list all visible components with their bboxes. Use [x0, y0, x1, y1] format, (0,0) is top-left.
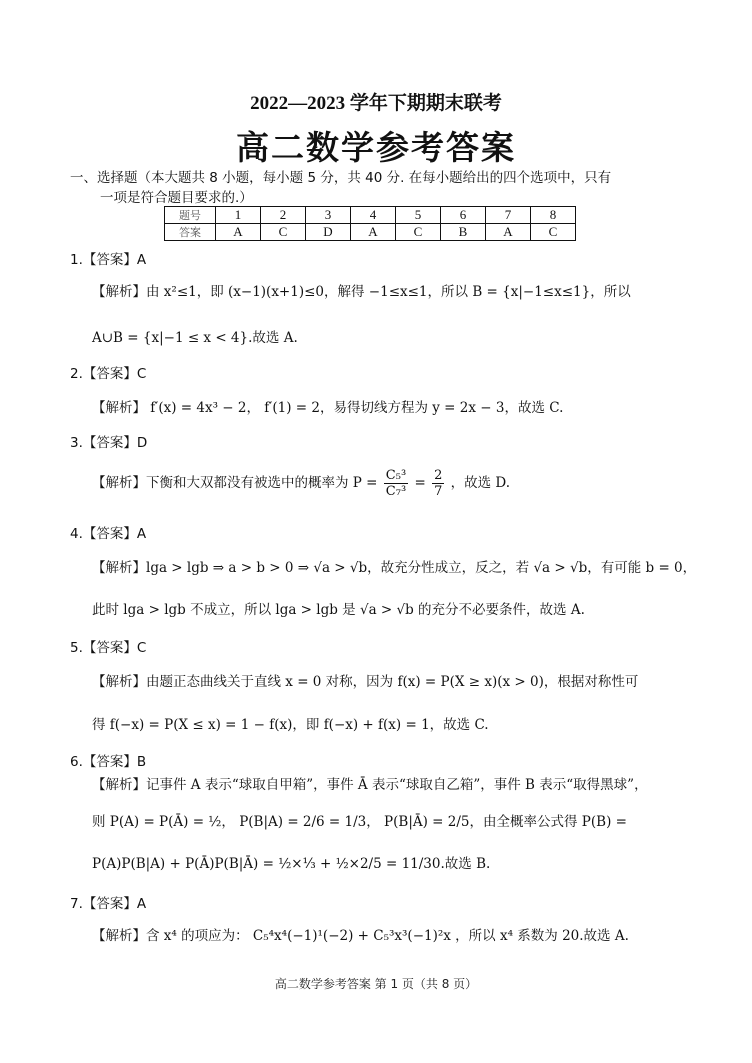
table-cell: C: [396, 224, 441, 241]
table-cell: A: [486, 224, 531, 241]
page-footer: 高二数学参考答案 第 1 页（共 8 页）: [274, 977, 478, 991]
answer-table: [164, 206, 576, 241]
table-cell: C: [531, 224, 576, 241]
table-cell: A: [351, 224, 396, 241]
section-heading: 一、选择题（本大题共 8 小题，每小题 5 分，共 40 分. 在每小题给出的四个选项中，只有: [70, 170, 612, 186]
explanation-5-line-2: 得 f(−x) = P(X ≤ x) = 1 − f(x)，即 f(−x) + f(x) = 1，故选 C.: [92, 717, 489, 733]
answer-2: 2.【答案】C: [70, 366, 147, 382]
result-fraction: [432, 468, 444, 499]
explanation-6-line-1: 【解析】记事件 A 表示“球取自甲箱”，事件 Ā 表示“球取自乙箱”，事件 B 表示“取得黑球”，: [92, 777, 648, 793]
table-cell: 8: [531, 207, 576, 224]
table-cell: 1: [216, 207, 261, 224]
table-cell: D: [306, 224, 351, 241]
fraction-denominator: 7: [434, 484, 443, 499]
answer-6: 6.【答案】B: [70, 754, 147, 770]
table-cell: 4: [351, 207, 396, 224]
section-heading-cont: 一项是符合题目要求的.）: [100, 190, 253, 206]
table-cell: 6: [441, 207, 486, 224]
exam-name: 2022—2023 学年下期期末联考: [250, 93, 502, 114]
answer-4: 4.【答案】A: [70, 526, 147, 542]
explanation-3-text: 【解析】下衡和大双都没有被选中的概率为 P =: [92, 475, 378, 491]
fraction-denominator: C₇³: [385, 484, 407, 499]
explanation-7-line-1: 【解析】含 x⁴ 的项应为： C₅⁴x⁴(−1)¹(−2) + C₅³x³(−1)²x ，所以 x⁴ 系数为 20.故选 A.: [92, 928, 629, 944]
table-cell: 3: [306, 207, 351, 224]
explanation-2-line-1: 【解析】 f′(x) = 4x³ − 2， f′(1) = 2，易得切线方程为 y = 2x − 3，故选 C.: [92, 400, 564, 416]
table-cell: 7: [486, 207, 531, 224]
answer-3: 3.【答案】D: [70, 435, 148, 451]
table-cell: A: [216, 224, 261, 241]
table-cell: B: [441, 224, 486, 241]
table-cell: 2: [261, 207, 306, 224]
explanation-3-line-1: [92, 468, 510, 499]
table-cell: C: [261, 224, 306, 241]
equals-sign: =: [414, 475, 426, 491]
answer-table-answer-row: [165, 224, 576, 241]
table-cell: 5: [396, 207, 441, 224]
explanation-6-line-2: 则 P(A) = P(Ā) = ½， P(B|A) = 2/6 = 1/3， P(B|Ā) = 2/5，由全概率公式得 P(B) =: [92, 814, 627, 830]
fraction-numerator: C₅³: [385, 468, 407, 483]
answer-5: 5.【答案】C: [70, 640, 147, 656]
explanation-4-line-2: 此时 lga > lgb 不成立，所以 lga > lgb 是 √a > √b 的充分不必要条件，故选 A.: [92, 602, 585, 618]
combination-fraction: [384, 468, 408, 499]
answer-table-number-row: [165, 207, 576, 224]
answer-1: 1.【答案】A: [70, 252, 147, 268]
answer-7: 7.【答案】A: [70, 896, 147, 912]
explanation-1-line-1: 【解析】由 x²≤1，即 (x−1)(x+1)≤0，解得 −1≤x≤1，所以 B = {x|−1≤x≤1}，所以: [92, 284, 631, 300]
explanation-5-line-1: 【解析】由题正态曲线关于直线 x = 0 对称，因为 f(x) = P(X ≥ x)(x > 0)，根据对称性可: [92, 674, 639, 690]
fraction-numerator: 2: [434, 468, 443, 483]
explanation-4-line-1: 【解析】lga > lgb ⇒ a > b > 0 ⇒ √a > √b，故充分性成立，反之，若 √a > √b，有可能 b = 0，: [92, 560, 697, 576]
page-title: 高二数学参考答案: [236, 128, 516, 167]
row-label-answer: 答案: [165, 224, 216, 241]
explanation-3-tail: ，故选 D.: [450, 475, 511, 491]
explanation-6-line-3: P(A)P(B|A) + P(Ā)P(B|Ā) = ½×⅓ + ½×2/5 = 11/30.故选 B.: [92, 856, 491, 872]
explanation-1-line-2: A∪B = {x|−1 ≤ x < 4}.故选 A.: [92, 330, 298, 346]
row-label-number: 题号: [165, 207, 216, 224]
